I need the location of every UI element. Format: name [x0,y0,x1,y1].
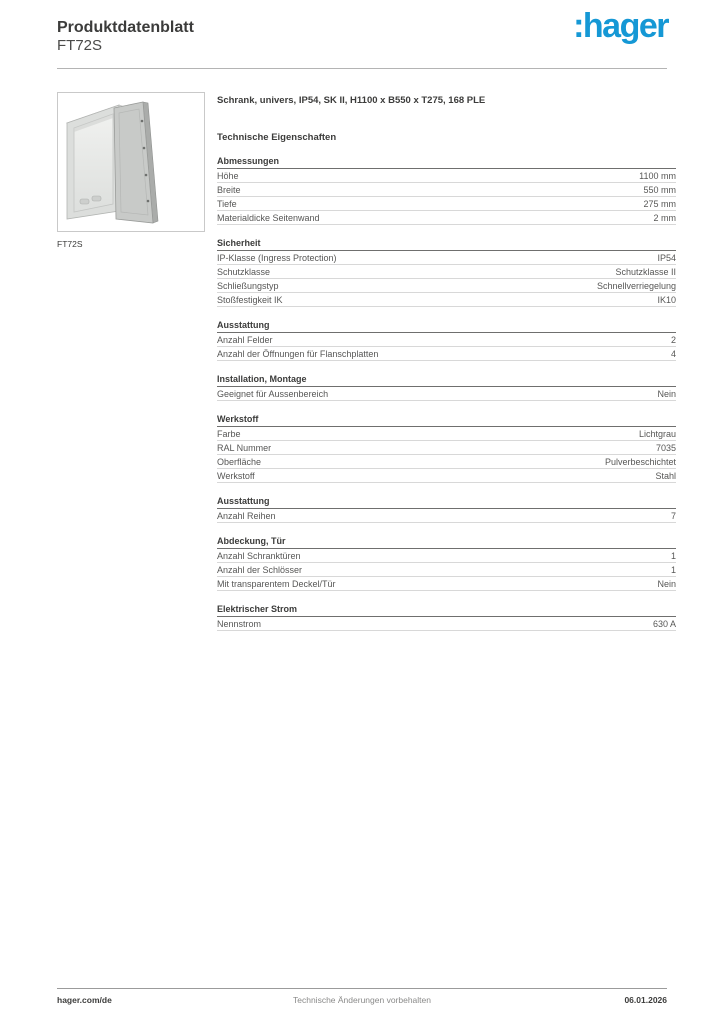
spec-value: 2 [670,334,676,345]
spec-value: Stahl [655,470,676,481]
spec-row [217,279,676,293]
doc-type-title: Produktdatenblatt [57,19,194,36]
spec-value: Lichtgrau [638,428,676,439]
spec-section [217,495,676,523]
spec-row [217,509,676,523]
spec-label: Stoßfestigkeit IK [217,294,283,305]
spec-section-title: Sicherheit [217,237,676,251]
spec-row [217,333,676,347]
spec-section-title: Werkstoff [217,413,676,427]
footer-disclaimer: Technische Änderungen vorbehalten [293,995,431,1005]
spec-value: Schutzklasse II [615,266,676,277]
main-content [57,92,676,643]
header-divider [57,68,667,69]
spec-label: Anzahl der Öffnungen für Flanschplatten [217,348,379,359]
spec-row [217,455,676,469]
spec-section-title: Elektrischer Strom [217,603,676,617]
spec-label: Anzahl Schranktüren [217,550,301,561]
spec-value: IK10 [657,294,676,305]
spec-section-title: Abdeckung, Tür [217,535,676,549]
spec-row [217,347,676,361]
spec-label: Anzahl der Schlösser [217,564,303,575]
spec-value: Schnellverriegelung [596,280,676,291]
spec-label: RAL Nummer [217,442,272,453]
spec-row [217,197,676,211]
spec-section-title: Abmessungen [217,155,676,169]
spec-sections [217,155,676,631]
spec-value: 4 [670,348,676,359]
spec-row [217,169,676,183]
spec-row [217,441,676,455]
spec-label: Breite [217,184,241,195]
spec-row [217,577,676,591]
spec-label: Materialdicke Seitenwand [217,212,320,223]
spec-row [217,549,676,563]
spec-row [217,183,676,197]
spec-label: Schließungstyp [217,280,279,291]
spec-section-title: Ausstattung [217,495,676,509]
document-footer [57,995,667,1005]
spec-label: Höhe [217,170,239,181]
spec-row [217,427,676,441]
spec-label: Anzahl Reihen [217,510,276,521]
product-image-caption: FT72S [57,239,83,249]
cabinet-product-image [58,93,204,231]
spec-label: Nennstrom [217,618,262,629]
spec-row [217,251,676,265]
spec-value: Pulverbeschichtet [604,456,676,467]
document-header [57,18,194,55]
spec-value: 2 mm [653,212,676,223]
spec-section [217,535,676,591]
product-title: Schrank, univers, IP54, SK II, H1100 x B550 x T275, 168 PLE [217,95,486,106]
hager-logo: :hager [573,7,668,45]
spec-section [217,603,676,631]
spec-column [217,92,676,643]
spec-section [217,413,676,483]
spec-value: 550 mm [643,184,676,195]
spec-label: Geeignet für Aussenbereich [217,388,329,399]
footer-divider [57,988,667,989]
spec-value: 1 [670,564,676,575]
spec-value: 630 A [652,618,676,629]
spec-row [217,293,676,307]
spec-section [217,155,676,225]
spec-section-title: Ausstattung [217,319,676,333]
product-image-frame [57,92,205,232]
spec-label: Farbe [217,428,241,439]
spec-label: IP-Klasse (Ingress Protection) [217,252,337,263]
spec-value: 1 [670,550,676,561]
spec-value: 1100 mm [639,170,676,181]
tech-properties-heading: Technische Eigenschaften [217,132,337,143]
spec-section [217,319,676,361]
spec-label: Schutzklasse [217,266,271,277]
spec-row [217,617,676,631]
footer-website-link[interactable]: hager.com/de [57,995,112,1005]
spec-row [217,265,676,279]
spec-label: Tiefe [217,198,237,209]
spec-section [217,237,676,307]
spec-label: Mit transparentem Deckel/Tür [217,578,336,589]
spec-value: Nein [657,388,676,399]
spec-label: Anzahl Felder [217,334,273,345]
spec-value: 7 [670,510,676,521]
product-image-column [57,92,205,643]
spec-row [217,387,676,401]
spec-value: 7035 [655,442,676,453]
footer-date: 06.01.2026 [624,995,667,1005]
spec-label: Werkstoff [217,470,255,481]
spec-label: Oberfläche [217,456,262,467]
spec-value: Nein [657,578,676,589]
spec-section [217,373,676,401]
product-reference: FT72S [57,37,103,54]
spec-section-title: Installation, Montage [217,373,676,387]
spec-value: IP54 [657,252,676,263]
spec-value: 275 mm [643,198,676,209]
spec-row [217,211,676,225]
spec-row [217,563,676,577]
spec-row [217,469,676,483]
